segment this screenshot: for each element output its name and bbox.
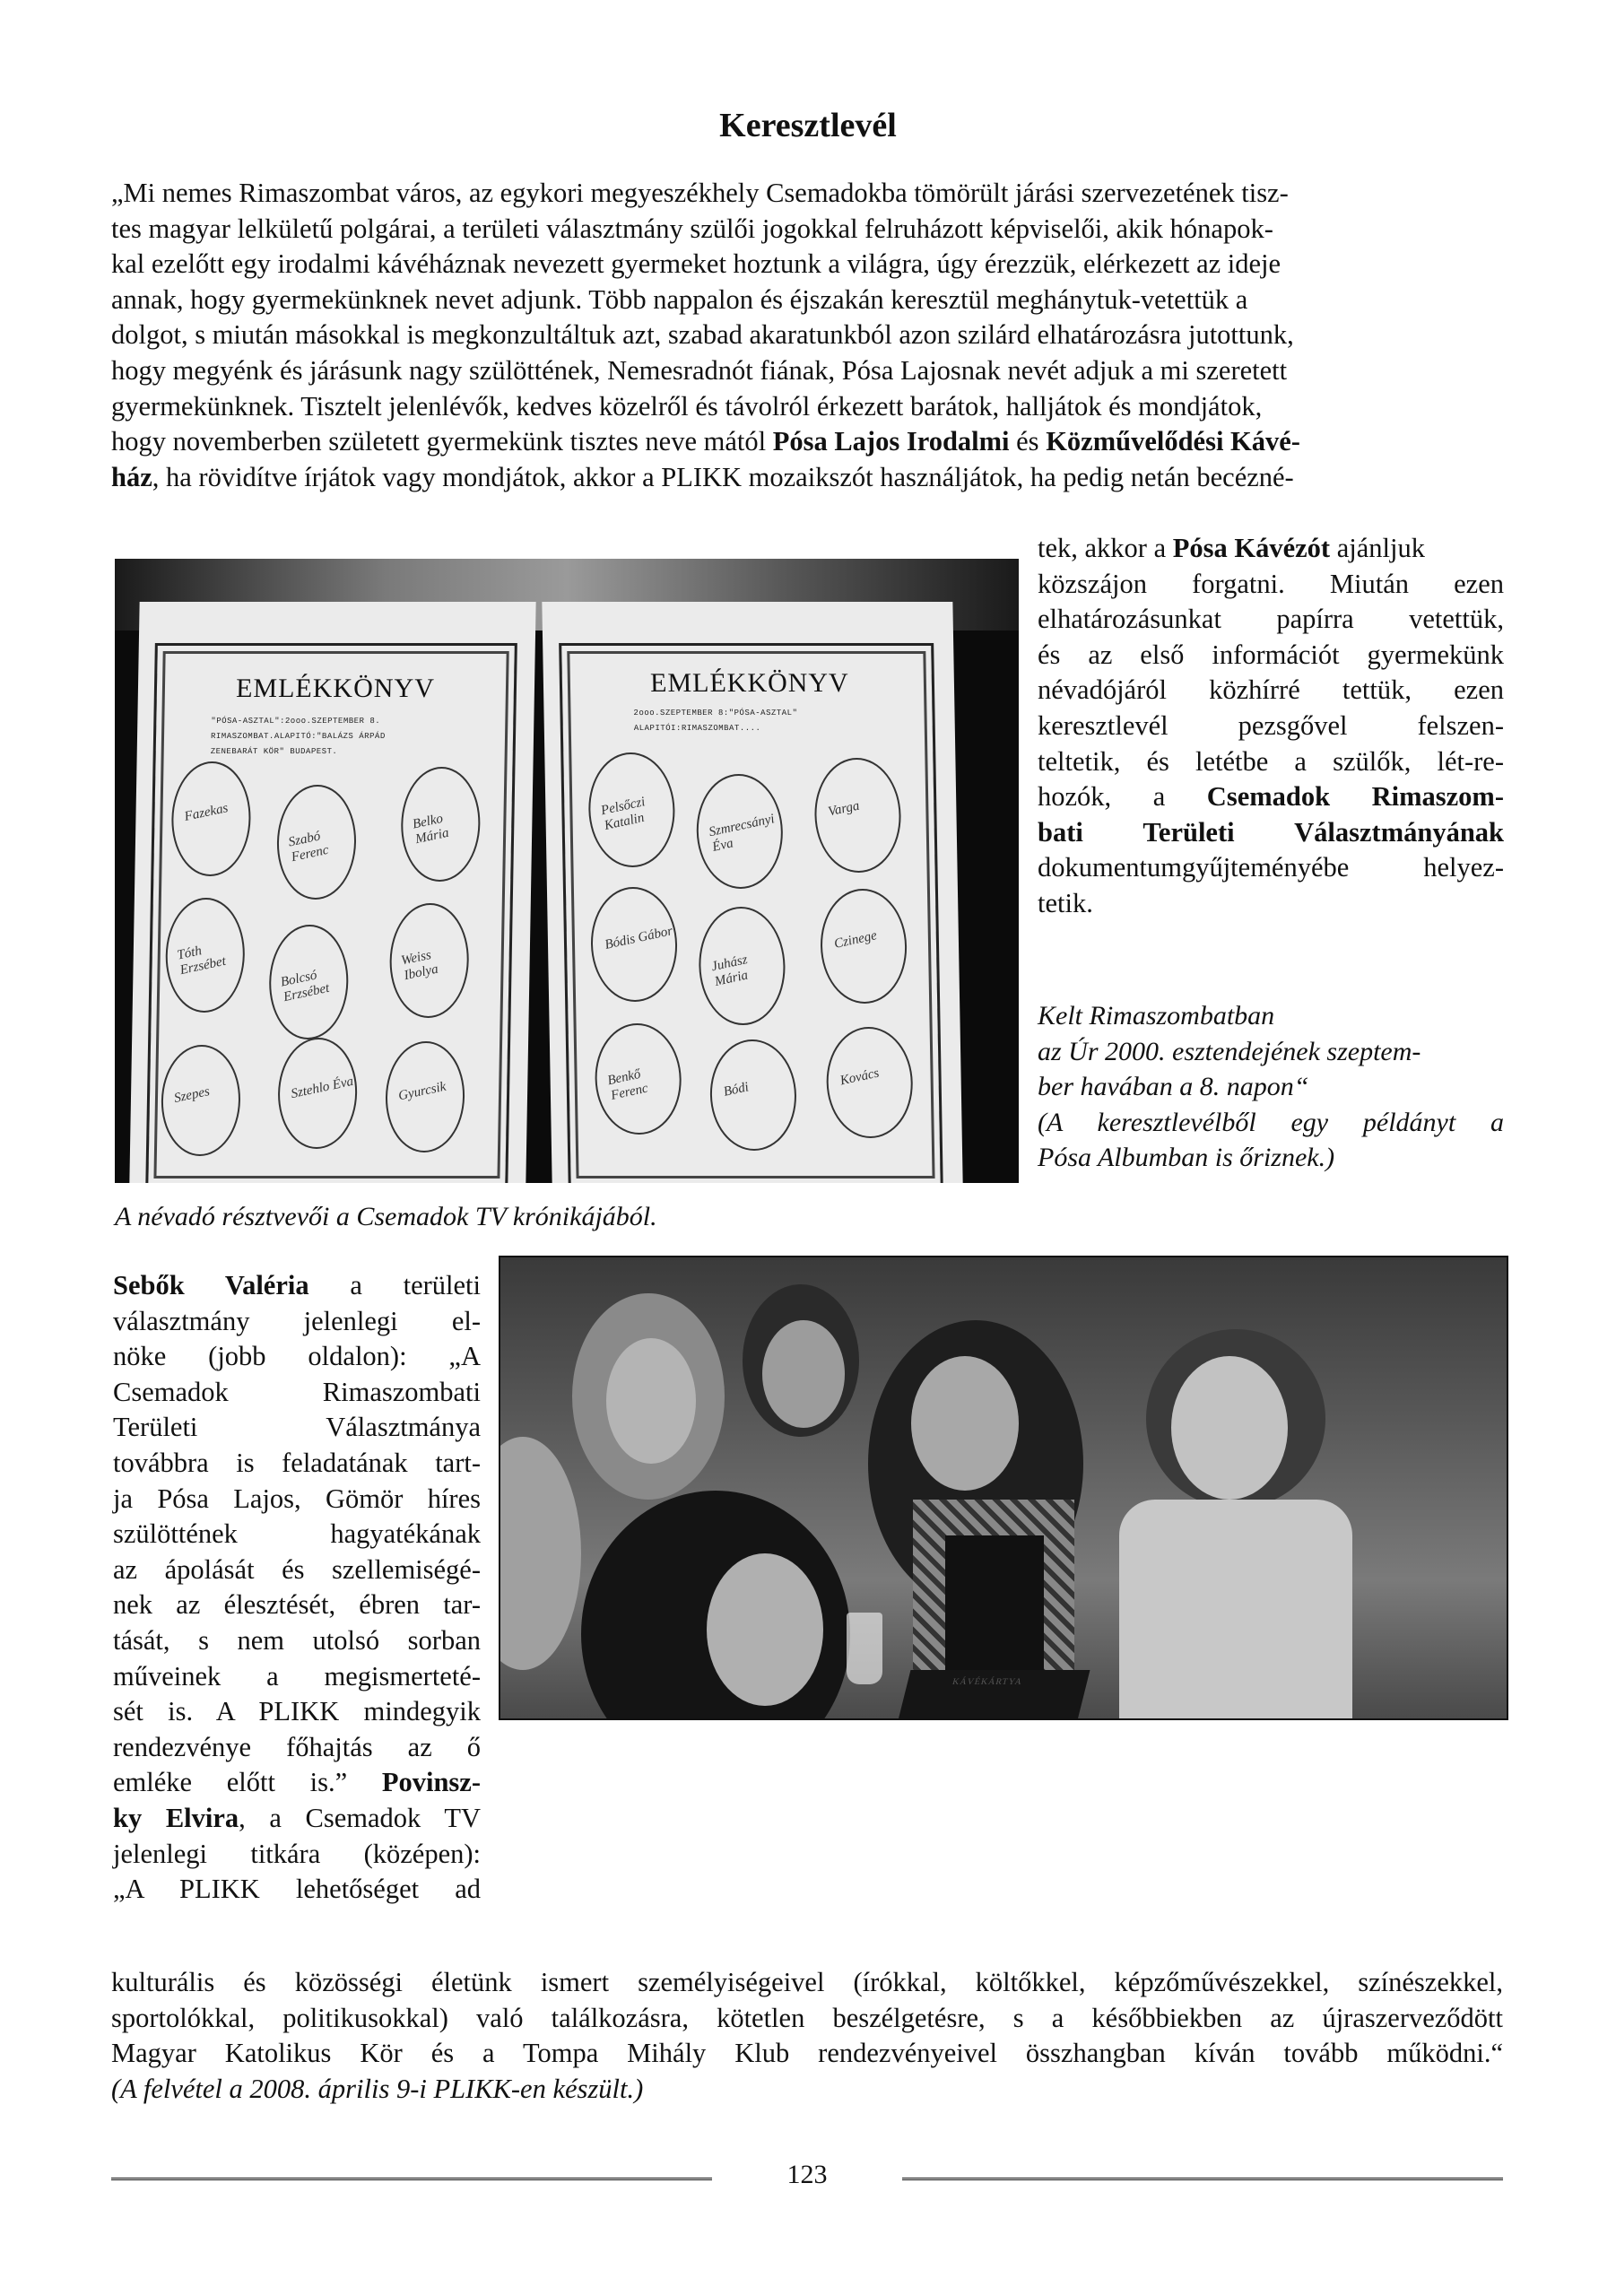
text-line: és az első információt gyermekünk <box>1038 639 1504 670</box>
closing-line: ber havában a 8. napon“ <box>1038 1072 1309 1102</box>
text-line: továbbra is feladatának tart- <box>113 1447 481 1478</box>
face <box>1171 1356 1288 1500</box>
guestbook-photo <box>115 559 1019 1183</box>
book-left-page <box>129 602 535 1183</box>
signature-circle: Bódis Gábor <box>590 887 678 1002</box>
bottom-paragraph <box>111 1965 1503 2107</box>
intro-paragraph <box>111 176 1503 495</box>
closing-line: (A keresztlevélből egy példányt a <box>1038 1107 1504 1137</box>
text-line: dolgot, s miután másokkal is megkonzultáltuk azt, szabad akaratunkból azon szilárd elhatározásra jutottunk, <box>111 319 1294 351</box>
menu-folder <box>898 1670 1090 1720</box>
text-line: sét is. A PLIKK mindegyik <box>113 1696 481 1727</box>
left-page-subtitle: "PÓSA-ASZTAL":2ooo.SZEPTEMBER 8. RIMASZOMBAT.ALAPITÓ:"BALÁZS ÁRPÁD ZENEBARÁT KÖR" BUDAPEST. <box>210 717 386 756</box>
text-line: műveinek a megismerteté- <box>113 1660 481 1692</box>
text-line: emléke előtt is.” Povinsz- <box>113 1767 481 1798</box>
text-line: Területi Választmánya <box>113 1412 481 1443</box>
text-line: nek az élesztését, ébren tar- <box>113 1589 481 1621</box>
menu-folder-label: KÁVÉKÁRTYA <box>951 1677 1024 1687</box>
dark-vest <box>945 1535 1044 1679</box>
closing-line: az Úr 2000. esztendejének szeptem- <box>1038 1036 1421 1066</box>
right-page-subtitle: 2ooo.SZEPTEMBER 8:"PÓSA-ASZTAL" ALAPITÓI:RIMASZOMBAT.... <box>633 709 798 733</box>
text-line: tes magyar lelkületű polgárai, a területi választmány szülői jogokkal felruházott képviselői, akik hónapok- <box>111 213 1273 244</box>
text-line: bati Területi Választmányának <box>1038 816 1504 848</box>
signature-circle: Fazekas <box>170 761 251 876</box>
text-line: „Mi nemes Rimaszombat város, az egykori megyeszékhely Csemadokba tömörült járási szervezetének tisz- <box>111 178 1289 208</box>
text-line: elhatározásunkat papírra vetettük, <box>1038 604 1504 635</box>
text-line: hozók, a Csemadok Rimaszom- <box>1038 781 1504 813</box>
face <box>606 1338 696 1464</box>
signature-circle: Benkő Ferenc <box>595 1023 682 1135</box>
text-line: keresztlevél pezsgővel felszen- <box>1038 709 1504 741</box>
photo1-caption: A névadó résztvevői a Csemadok TV krónikájából. <box>115 1202 657 1231</box>
signature-circle: Szabó Ferenc <box>276 785 357 900</box>
text-line: jelenlegi titkára (középen): <box>113 1838 481 1869</box>
text-line: gyermekünknek. Tisztelt jelenlévők, kedves közelről és távolról érkezett barátok, halljátok és mondjátok, <box>111 390 1263 422</box>
text-line: szülöttének hagyatékának <box>113 1518 481 1550</box>
text-line: választmány jelenlegi el- <box>113 1305 481 1336</box>
right-page-heading: EMLÉKKÖNYV <box>649 668 850 698</box>
closing-signature-block <box>1038 998 1504 1176</box>
signature-circle: Szmrecsányi Éva <box>696 774 784 889</box>
signature-circle: Kovács <box>826 1027 914 1138</box>
text-line: Magyar Katolikus Kör és a Tompa Mihály Klub rendezvényeivel összhangban kíván tovább működni.“ <box>111 2038 1503 2069</box>
right-column-paragraph <box>1038 531 1504 922</box>
text-line: névadójáról közhírré tettük, ezen <box>1038 674 1504 706</box>
signature-circle: Belko Mária <box>400 767 481 882</box>
signature-circle: Pelsőczi Katalin <box>587 752 675 867</box>
text-line: nöke (jobb oldalon): „A <box>113 1341 481 1372</box>
text-line: tetik. <box>1038 887 1093 918</box>
sidebar-paragraph <box>113 1268 481 1908</box>
signature-circle: Sztehlo Éva <box>277 1038 358 1149</box>
light-blouse <box>1119 1500 1352 1718</box>
face <box>762 1320 845 1428</box>
book-right-page <box>542 602 962 1183</box>
signature-circle: Varga <box>813 758 901 873</box>
text-line: ky Elvira, a Csemadok TV <box>113 1802 482 1833</box>
photo-credit: (A felvétel a 2008. április 9-i PLIKK-en készült.) <box>111 2073 644 2104</box>
text-line: „A PLIKK lehetőséget ad <box>113 1874 481 1905</box>
text-line: hogy novemberben született gyermekünk tisztes neve mától Pósa Lajos Irodalmi és Közművelődési Kávé- <box>111 426 1300 457</box>
text-line: tek, akkor a Pósa Kávézót ajánljuk <box>1038 533 1425 563</box>
text-line: Csemadok Rimaszombati <box>113 1376 481 1407</box>
event-audience-photo <box>499 1256 1508 1720</box>
page-number: 123 <box>786 2160 828 2189</box>
text-line: ház, ha rövidítve írjátok vagy mondjátok, akkor a PLIKK mozaikszót használjátok, ha pedig netán becézné- <box>111 461 1294 492</box>
text-line: sportolókkal, politikusokkal) való találkozásra, kötetlen beszélgetésre, s a későbbiekben az újraszerveződött <box>111 2002 1503 2033</box>
signature-circle: Gyurcsik <box>385 1041 465 1152</box>
text-line: Sebők Valéria a területi <box>113 1270 481 1300</box>
text-line: hogy megyénk és járásunk nagy szülöttének, Nemesradnót fiának, Pósa Lajosnak nevét adjuk a mi szeretett <box>111 354 1288 386</box>
signature-circle: Bolcsó Erzsébet <box>268 925 349 1039</box>
signature-circle: Juhász Mária <box>698 907 786 1025</box>
text-line: dokumentumgyűjteményébe helyez- <box>1038 852 1504 883</box>
text-line: annak, hogy gyermekünknek nevet adjunk. Több nappalon és éjszakán keresztül meghánytuk-vetettük a <box>111 283 1248 315</box>
footer-rule-right <box>902 2178 1503 2180</box>
wine-glass <box>847 1613 882 1684</box>
text-line: rendezvénye főhajtás az ő <box>113 1731 481 1762</box>
text-line: közszájon forgatni. Miután ezen <box>1038 568 1504 599</box>
signature-circle: Czinege <box>820 889 908 1004</box>
signature-circle: Weiss Ibolya <box>389 903 470 1018</box>
page-footer <box>111 2160 1503 2196</box>
signature-circle: Tóth Erzsébet <box>165 898 246 1013</box>
face <box>707 1553 823 1706</box>
signature-circle: Szepes <box>161 1045 241 1156</box>
text-line: kulturális és közösségi életünk ismert személyiségeivel (írókkal, költőkkel, képzőművészekkel, színészekkel, <box>111 1967 1503 1997</box>
text-line: tását, s nem utolsó sorban <box>113 1624 481 1656</box>
closing-line: Kelt Rimaszombatban <box>1038 1001 1275 1031</box>
signature-circle: Bódi <box>709 1039 797 1151</box>
left-page-heading: EMLÉKKÖNYV <box>235 674 436 703</box>
text-line: ja Pósa Lajos, Gömör híres <box>113 1483 481 1514</box>
closing-line: Pósa Albumban is őriznek.) <box>1038 1143 1335 1173</box>
text-line: teltetik, és letétbe a szülők, lét-re- <box>1038 745 1504 777</box>
text-line: az ápolását és szellemiségé- <box>113 1553 481 1585</box>
text-line: kal ezelőtt egy irodalmi kávéháznak nevezett gyermeket hoztunk a világra, úgy érezzük, elérkezett az ideje <box>111 248 1282 280</box>
page-title: Keresztlevél <box>719 107 897 144</box>
face <box>911 1356 1019 1491</box>
